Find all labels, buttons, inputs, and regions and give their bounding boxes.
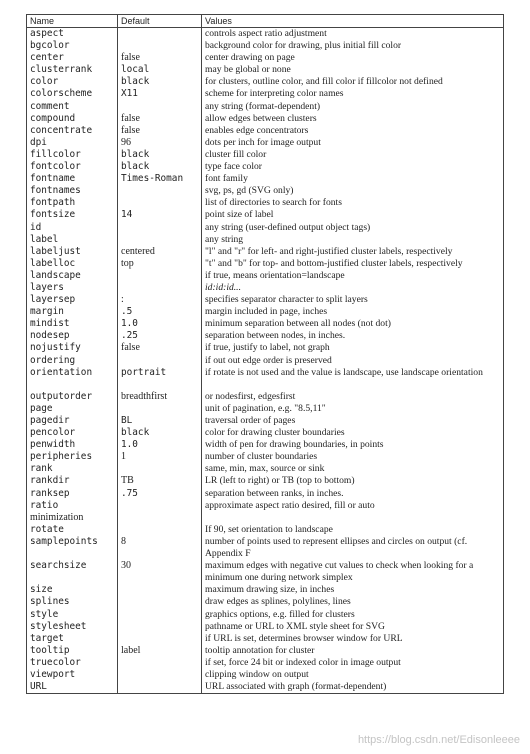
attr-default-cell xyxy=(118,282,202,294)
attr-default-cell: black xyxy=(118,76,202,88)
attr-name-cell: truecolor xyxy=(30,656,81,668)
table-row xyxy=(27,101,504,113)
table-row xyxy=(27,137,504,149)
attr-value-cell: if URL is set, determines browser window for URL xyxy=(202,633,504,645)
attr-default-cell: portrait xyxy=(118,367,202,391)
attr-default-cell: centered xyxy=(118,246,202,258)
attr-name-cell: clusterrank xyxy=(30,64,93,76)
attr-default-cell xyxy=(118,524,202,536)
attr-name-cell: size xyxy=(30,584,53,596)
attr-default-cell: 8 xyxy=(118,536,202,560)
attr-name-cell: nodesep xyxy=(30,330,70,342)
table-row xyxy=(27,681,504,694)
attr-name-cell: orientation xyxy=(30,366,93,378)
attr-default-cell: .25 xyxy=(118,330,202,342)
attr-value-cell: graphics options, e.g. filled for clusters xyxy=(202,609,504,621)
table-row xyxy=(27,645,504,657)
attr-default-cell xyxy=(118,222,202,234)
table-row xyxy=(27,28,504,41)
table-row xyxy=(27,161,504,173)
attr-name-cell: center xyxy=(30,52,64,64)
table-row xyxy=(27,355,504,367)
attr-default-cell: local xyxy=(118,64,202,76)
attr-value-cell: any string (user-defined output object tags) xyxy=(202,222,504,234)
attr-default-cell: X11 xyxy=(118,88,202,100)
attr-name-cell: stylesheet xyxy=(30,620,87,632)
attr-default-cell: false xyxy=(118,125,202,137)
table-row xyxy=(27,149,504,161)
attr-name-cell: tooltip xyxy=(30,644,70,656)
attr-default-cell xyxy=(118,197,202,209)
table-row xyxy=(27,488,504,500)
attr-value-cell: if true, means orientation=landscape xyxy=(202,270,504,282)
table-row xyxy=(27,584,504,596)
attr-default-cell: breadthfirst xyxy=(118,391,202,403)
attr-default-cell: 1.0 xyxy=(118,318,202,330)
table-row xyxy=(27,367,504,391)
table-row xyxy=(27,451,504,463)
table-row xyxy=(27,596,504,608)
attr-default-cell xyxy=(118,40,202,52)
attr-default-cell: false xyxy=(118,52,202,64)
attr-value-cell: controls aspect ratio adjustment xyxy=(202,28,504,41)
attr-value-cell: background color for drawing, plus initial fill color xyxy=(202,40,504,52)
table-row xyxy=(27,415,504,427)
table-row xyxy=(27,246,504,258)
table-row xyxy=(27,173,504,185)
table-row xyxy=(27,318,504,330)
attr-value-cell: list of directories to search for fonts xyxy=(202,197,504,209)
attr-value-cell: same, min, max, source or sink xyxy=(202,463,504,475)
table-row xyxy=(27,669,504,681)
attr-name-cell: rotate xyxy=(30,523,64,535)
table-row xyxy=(27,536,504,560)
attr-default-cell: Times-Roman xyxy=(118,173,202,185)
attr-name-cell: style xyxy=(30,608,59,620)
attr-default-cell xyxy=(118,657,202,669)
attr-value-cell: clipping window on output xyxy=(202,669,504,681)
attr-value-cell: specifies separator character to split layers xyxy=(202,294,504,306)
attr-value-cell: svg, ps, gd (SVG only) xyxy=(202,185,504,197)
table-row xyxy=(27,427,504,439)
attr-name-cell: fontpath xyxy=(30,197,76,209)
attr-value-cell: number of points used to represent ellipses and circles on output (cf. Appendix F xyxy=(202,536,504,560)
attr-name-cell: page xyxy=(30,402,53,414)
attribute-table-container xyxy=(26,14,503,694)
attr-default-cell: false xyxy=(118,342,202,354)
attr-value-cell: separation between nodes, in inches. xyxy=(202,330,504,342)
attr-value-cell: width of pen for drawing boundaries, in points xyxy=(202,439,504,451)
attr-default-cell xyxy=(118,270,202,282)
attr-name-cell: pencolor xyxy=(30,427,76,439)
attr-value-cell: center drawing on page xyxy=(202,52,504,64)
attr-value-cell: id:id:id... xyxy=(202,282,504,294)
attr-name-cell: outputorder xyxy=(30,390,93,402)
attr-value-cell xyxy=(202,512,504,524)
attr-default-cell: black xyxy=(118,149,202,161)
table-row xyxy=(27,209,504,221)
attr-name-cell: penwidth xyxy=(30,439,76,451)
table-row xyxy=(27,113,504,125)
attr-value-cell: tooltip annotation for cluster xyxy=(202,645,504,657)
table-row xyxy=(27,621,504,633)
attr-value-cell: if true, justify to label, not graph xyxy=(202,342,504,354)
table-row xyxy=(27,222,504,234)
attr-value-cell: for clusters, outline color, and fill color if fillcolor not defined xyxy=(202,76,504,88)
table-row xyxy=(27,234,504,246)
attr-default-cell xyxy=(118,403,202,415)
attr-default-cell xyxy=(118,500,202,512)
attr-value-cell: font family xyxy=(202,173,504,185)
attr-value-cell: color for drawing cluster boundaries xyxy=(202,427,504,439)
attr-default-cell xyxy=(118,234,202,246)
attr-name-cell: ratio xyxy=(30,499,59,511)
attr-name-cell: ranksep xyxy=(30,487,70,499)
attr-default-cell: 1 xyxy=(118,451,202,463)
attr-value-cell: or nodesfirst, edgesfirst xyxy=(202,391,504,403)
attr-value-cell: may be global or none xyxy=(202,64,504,76)
attr-name-cell: pagedir xyxy=(30,415,70,426)
table-row xyxy=(27,330,504,342)
attr-value-cell: if set, force 24 bit or indexed color in image output xyxy=(202,657,504,669)
table-row xyxy=(27,185,504,197)
header-values: Values xyxy=(202,15,504,28)
attr-value-cell: type face color xyxy=(202,161,504,173)
attr-value-cell: scheme for interpreting color names xyxy=(202,88,504,100)
attr-value-cell: traversal order of pages xyxy=(202,415,504,427)
table-row xyxy=(27,500,504,512)
attr-name-cell: labelloc xyxy=(30,257,76,269)
attr-value-cell: draw edges as splines, polylines, lines xyxy=(202,596,504,608)
attr-name-cell: aspect xyxy=(30,28,64,39)
attr-name-cell: fontcolor xyxy=(30,161,81,173)
attr-name-cell: peripheries xyxy=(30,451,93,463)
attr-default-cell xyxy=(118,28,202,41)
attr-name-cell: searchsize xyxy=(30,560,87,572)
attr-name-cell: compound xyxy=(30,112,76,124)
attr-default-cell xyxy=(118,355,202,367)
attr-default-cell: black xyxy=(118,161,202,173)
attr-value-cell: if rotate is not used and the value is landscape, use landscape orientation xyxy=(202,367,504,391)
attr-name-cell: fontsize xyxy=(30,209,76,221)
table-row xyxy=(27,463,504,475)
attr-default-cell: .75 xyxy=(118,488,202,500)
attr-default-cell: label xyxy=(118,645,202,657)
attr-default-cell: 96 xyxy=(118,137,202,149)
attr-name-cell: comment xyxy=(30,100,70,112)
attr-value-cell: minimum separation between all nodes (not dot) xyxy=(202,318,504,330)
attr-name-cell: fontnames xyxy=(30,185,81,197)
table-row xyxy=(27,258,504,270)
attr-name-cell: layersep xyxy=(30,294,76,306)
attr-name-cell: color xyxy=(30,76,59,88)
attr-value-cell: "l" and "r" for left- and right-justified cluster labels, respectively xyxy=(202,246,504,258)
attr-value-cell: "t" and "b" for top- and bottom-justified cluster labels, respectively xyxy=(202,258,504,270)
attr-default-cell: false xyxy=(118,113,202,125)
table-row xyxy=(27,657,504,669)
table-row xyxy=(27,52,504,64)
table-row xyxy=(27,125,504,137)
attr-default-cell xyxy=(118,669,202,681)
attr-name-cell: label xyxy=(30,233,59,245)
table-row xyxy=(27,524,504,536)
attr-name-cell: fillcolor xyxy=(30,148,81,160)
table-row xyxy=(27,391,504,403)
attr-default-cell: 30 xyxy=(118,560,202,584)
attr-default-cell: 14 xyxy=(118,209,202,221)
attr-value-cell: unit of pagination, e.g. "8.5,11" xyxy=(202,403,504,415)
table-row xyxy=(27,609,504,621)
attr-name-cell: target xyxy=(30,632,64,644)
attr-name-cell: concentrate xyxy=(30,124,93,136)
attr-default-cell: TB xyxy=(118,475,202,487)
attr-default-cell xyxy=(118,185,202,197)
attr-value-cell: LR (left to right) or TB (top to bottom) xyxy=(202,475,504,487)
attr-value-cell: any string xyxy=(202,234,504,246)
attr-default-cell: top xyxy=(118,258,202,270)
attr-value-cell: maximum drawing size, in inches xyxy=(202,584,504,596)
table-row xyxy=(27,197,504,209)
attr-value-cell: if out out edge order is preserved xyxy=(202,355,504,367)
attr-default-cell xyxy=(118,596,202,608)
table-row xyxy=(27,64,504,76)
table-header xyxy=(27,15,504,28)
attr-default-cell xyxy=(118,512,202,524)
attr-value-cell: cluster fill color xyxy=(202,149,504,161)
attr-default-cell xyxy=(118,681,202,694)
attr-name-cell: rankdir xyxy=(30,475,70,487)
attr-default-cell xyxy=(118,584,202,596)
attr-name-cell: id xyxy=(30,221,42,233)
attr-name-cell: margin xyxy=(30,306,64,318)
attr-name-cell: colorscheme xyxy=(30,88,93,100)
table-row xyxy=(27,88,504,100)
attr-name-cell: URL xyxy=(27,681,118,694)
attr-default-cell: BL xyxy=(118,415,202,427)
attr-name-cell: labeljust xyxy=(30,245,81,257)
table-body xyxy=(27,28,504,694)
attr-name-cell: rank xyxy=(30,463,53,475)
attr-default-cell: black xyxy=(118,427,202,439)
table-row xyxy=(27,76,504,88)
attr-default-cell xyxy=(118,633,202,645)
attr-name-cell: nojustify xyxy=(30,342,81,354)
attr-name-cell: dpi xyxy=(30,136,47,148)
attr-value-cell: margin included in page, inches xyxy=(202,306,504,318)
attr-value-cell: point size of label xyxy=(202,209,504,221)
table-row xyxy=(27,475,504,487)
attr-name-cell: ordering xyxy=(30,354,76,366)
table-row xyxy=(27,40,504,52)
attr-default-cell: .5 xyxy=(118,306,202,318)
attr-value-cell: maximum edges with negative cut values to check when looking for a minimum one during network simplex xyxy=(202,560,504,584)
table-row xyxy=(27,342,504,354)
attr-value-cell: URL associated with graph (format-dependent) xyxy=(202,681,504,694)
table-row xyxy=(27,439,504,451)
watermark: https://blog.csdn.net/Edisonleeee xyxy=(357,734,520,746)
attr-default-cell: : xyxy=(118,294,202,306)
attr-value-cell: number of cluster boundaries xyxy=(202,451,504,463)
attr-value-cell: any string (format-dependent) xyxy=(202,101,504,113)
attr-default-cell xyxy=(118,463,202,475)
attr-default-cell: 1.0 xyxy=(118,439,202,451)
table-row xyxy=(27,306,504,318)
attr-value-cell: If 90, set orientation to landscape xyxy=(202,524,504,536)
attr-value-cell: dots per inch for image output xyxy=(202,137,504,149)
attr-default-cell xyxy=(118,609,202,621)
attr-name-cell: minimization xyxy=(30,511,84,523)
attr-name-cell: fontname xyxy=(30,173,76,185)
table-row xyxy=(27,403,504,415)
attr-value-cell: pathname or URL to XML style sheet for SVG xyxy=(202,621,504,633)
table-row xyxy=(27,633,504,645)
graph-attributes-table xyxy=(26,14,504,694)
header-default: Default xyxy=(118,15,202,28)
table-row xyxy=(27,270,504,282)
attr-value-cell: approximate aspect ratio desired, fill or auto xyxy=(202,500,504,512)
attr-name-cell: viewport xyxy=(30,668,76,680)
attr-value-cell: separation between ranks, in inches. xyxy=(202,488,504,500)
attr-name-cell: mindist xyxy=(30,318,70,330)
table-row xyxy=(27,512,504,524)
attr-value-cell: allow edges between clusters xyxy=(202,113,504,125)
header-name: Name xyxy=(27,15,118,28)
attr-name-cell: splines xyxy=(30,596,70,608)
attr-name-cell: samplepoints xyxy=(30,535,98,547)
attr-default-cell xyxy=(118,101,202,113)
attr-name-cell: layers xyxy=(30,281,64,293)
attr-name-cell: landscape xyxy=(30,269,81,281)
attr-default-cell xyxy=(118,621,202,633)
table-row xyxy=(27,282,504,294)
table-row xyxy=(27,560,504,584)
attr-value-cell: enables edge concentrators xyxy=(202,125,504,137)
table-row xyxy=(27,294,504,306)
attr-name-cell: bgcolor xyxy=(30,40,70,52)
